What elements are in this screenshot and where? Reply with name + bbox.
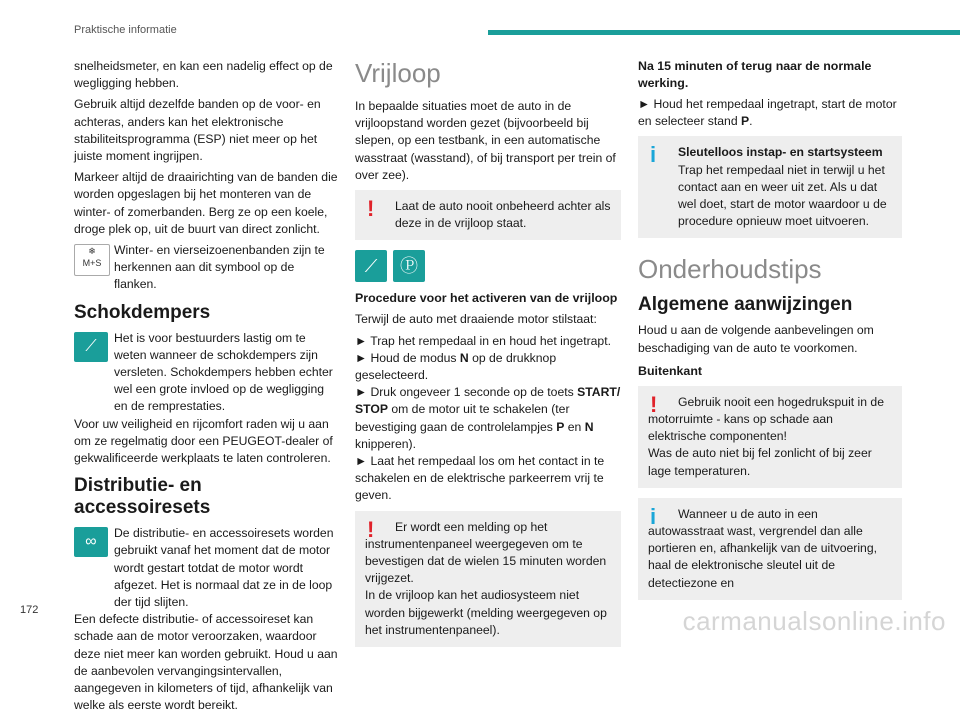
header-accent-bar xyxy=(488,30,960,35)
paragraph: Het is voor bestuurders lastig om te weten wanneer de schokdempers zijn versleten. Schokdempers hebben echter wel een grote invloed op de wegligging en de remprestaties. xyxy=(114,330,333,414)
warning-text: Gebruik nooit een hogedrukspuit in de motorruimte - kans op schade aan elektrische componenten! xyxy=(648,394,884,444)
paragraph: Terwijl de auto met draaiende motor stilstaat: xyxy=(355,312,597,327)
paragraph: Een defecte distributie- of accessoireset kan schade aan de motor veroorzaken, waardoor deze niet meer kan worden gebruikt. Houd u aan de aanbevolen vervangingsintervallen, aangegeven in kilometers of tijd, afhankelijk van welke als eerste wordt bereikt. xyxy=(74,612,338,713)
warning-text: Laat de auto nooit onbeheerd achter als deze in de vrijloop staat. xyxy=(395,199,611,231)
shock-note xyxy=(74,330,338,416)
warning-icon: ! xyxy=(367,196,375,222)
heading-procedure: Procedure voor het activeren van de vrijloop xyxy=(355,291,618,306)
info-icon: i xyxy=(650,503,657,529)
paragraph: Voor uw veiligheid en rijcomfort raden wij u aan om ze regelmatig door een PEUGEOT-dealer of gekwalificeerde werkplaats te laten controleren. xyxy=(74,416,333,466)
warning-icon: ! xyxy=(650,391,658,417)
info-title: Sleutelloos instap- en startsysteem xyxy=(678,145,883,160)
heading-onderhoudstips: Onderhoudstips xyxy=(638,254,822,285)
column-3 xyxy=(638,58,902,610)
heading-15-min: Na 15 minuten of terug naar de normale werking. xyxy=(638,59,872,90)
heading-vrijloop: Vrijloop xyxy=(355,58,441,88)
warning-box xyxy=(355,511,621,647)
snowflake-ms-icon: ❄ M+S xyxy=(74,244,110,276)
info-text: Wanneer u de auto in een autowasstraat wast, vergrendel dan alle portieren en, afhankelijk van de uitvoering, haal de elektronische sleutel uit de detectiezone en xyxy=(648,506,877,590)
warning-box xyxy=(355,190,621,240)
warning-text: Er wordt een melding op het instrumentenpaneel weergegeven om te bevestigen dat de wielen 15 minuten worden vrijgezet. xyxy=(365,519,607,586)
info-icon: i xyxy=(650,142,657,168)
paragraph: Houd u aan de volgende aanbevelingen om beschadiging van de auto te voorkomen. xyxy=(638,323,874,355)
paragraph: In bepaalde situaties moet de auto in de vrijloopstand worden gezet (bijvoorbeeld bij slepen, op een testbank, in een automatische wasstraat (wasstand), of bij transport per trein of over zee). xyxy=(355,99,616,182)
belt-icon: ∞ xyxy=(74,527,108,557)
paragraph: De distributie- en accessoiresets worden gebruikt vanaf het moment dat de motor wordt gestart totdat de motor wordt afgezet. Het is normaal dat ze in de loop der tijd slijten. xyxy=(114,526,334,610)
paragraph: Winter- en vierseizoenenbanden zijn te herkennen aan dit symbool op de flanken. xyxy=(114,243,325,292)
step: ► Houd het rempedaal ingetrapt, start de motor en selecteer stand P. xyxy=(638,97,897,129)
step: ► Druk ongeveer 1 seconde op de toets START/ STOP om de motor uit te schakelen (ter bevestiging gaan de controlelampjes P en N knipperen). xyxy=(355,385,621,451)
warning-text: In de vrijloop kan het audiosysteem niet worden bijgewerkt (melding weergegeven op het instrumentenpaneel). xyxy=(365,588,607,637)
info-text: Trap het rempedaal niet in terwijl u het contact aan en weer uit zet. Als u dat wel doet, start de motor waardoor u de procedure opnieuw moet uitvoeren. xyxy=(678,162,887,229)
warning-icon: ! xyxy=(367,516,375,542)
paragraph: Gebruik altijd dezelfde banden op de voor- en achteras, anders kan het elektronische stabiliteitsprogramma (ESP) niet meer op het juiste moment ingrijpen. xyxy=(74,97,321,164)
running-header: Praktische informatie xyxy=(74,24,177,36)
step: ► Houd de modus N op de drukknop geselecteerd. xyxy=(355,350,557,383)
mode-icons xyxy=(355,250,621,282)
paragraph: Markeer altijd de draairichting van de banden die worden opgeslagen bij het monteren van de winter- of zomerbanden. Berg ze op een koele, droge plek op, uit de buurt van direct zonlicht. xyxy=(74,170,338,236)
heading-schokdempers: Schokdempers xyxy=(74,301,211,323)
step: ► Trap het rempedaal in en houd het ingetrapt. xyxy=(355,333,611,348)
shock-absorber-icon: ⟋ xyxy=(74,332,108,362)
page-number: 172 xyxy=(20,604,39,616)
parking-brake-icon: Ⓟ xyxy=(393,250,425,282)
column-1 xyxy=(74,58,338,719)
info-box xyxy=(638,498,902,600)
column-2 xyxy=(355,58,621,657)
warning-text: Was de auto niet bij fel zonlicht of bij zeer lage temperaturen. xyxy=(648,446,872,478)
heading-algemene: Algemene aanwijzingen xyxy=(638,294,853,316)
heading-buitenkant: Buitenkant xyxy=(638,363,703,378)
snow-symbol-note xyxy=(74,242,338,294)
step: ► Laat het rempedaal los om het contact in te schakelen en de elektrische parkeerrem vrij te geven. xyxy=(355,454,605,503)
watermark: carmanualsonline.info xyxy=(682,606,946,636)
warning-box xyxy=(638,386,902,488)
info-box xyxy=(638,136,902,238)
heading-distributie: Distributie- en accessoiresets xyxy=(74,475,211,519)
distribution-note xyxy=(74,525,338,611)
gear-selector-icon: ⟋ xyxy=(355,250,387,282)
paragraph: snelheidsmeter, en kan een nadelig effect op de wegligging hebben. xyxy=(74,59,333,91)
